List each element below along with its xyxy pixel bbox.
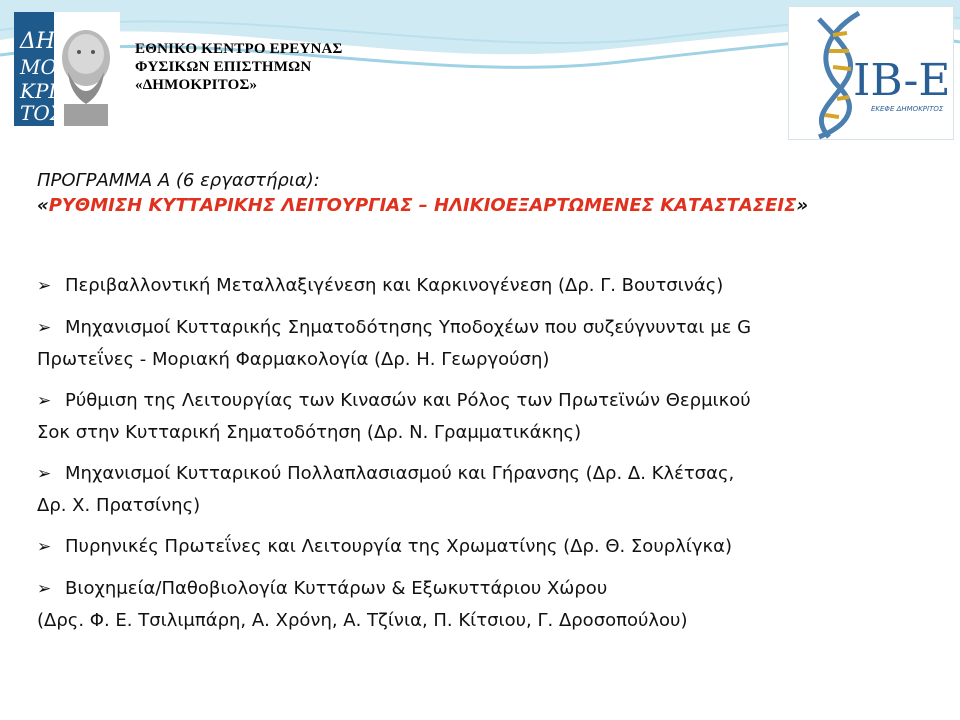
list-item-text: Μηχανισμοί Κυτταρικής Σηματοδότησης Υποδοχέων που συζεύγνυνται με G [65,317,752,338]
ibe-logo-subtext: ΕΚΕΦΕ ΔΗΜΟΚΡΙΤΟΣ [871,105,944,113]
svg-text:ΔΗ: ΔΗ [20,29,56,54]
arrow-bullet-icon: ➢ [37,318,52,338]
program-subtitle [37,193,808,218]
arrow-bullet-icon: ➢ [37,579,52,599]
svg-text:ΚΡΙ: ΚΡΙ [20,79,57,103]
arrow-bullet-icon: ➢ [37,464,52,484]
list-item-text: Βιοχημεία/Παθοβιολογία Κυττάρων & Εξωκυττάριου Χώρου [65,578,608,599]
list-item-text: Μηχανισμοί Κυτταρικού Πολλαπλασιασμού και Γήρανσης (Δρ. Δ. Κλέτσας, [65,463,735,484]
program-subtitle-text: ΡΥΘΜΙΣΗ ΚΥΤΤΑΡΙΚΗΣ ΛΕΙΤΟΥΡΓΙΑΣ – ΗΛΙΚΙΟΕΞΑΡΤΩΜΕΝΕΣ ΚΑΤΑΣΤΑΣΕΙΣ [48,195,797,216]
ibe-logo [788,6,954,140]
program-heading [37,168,808,218]
list-item-text-continued: Σοκ στην Κυτταρική Σηματοδότηση (Δρ. Ν. Γραμματικάκης) [37,422,582,443]
list-item-text-continued: (Δρς. Φ. Ε. Τσιλιμπάρη, Α. Χρόνη, Α. Τζίνια, Π. Κίτσιου, Γ. Δροσοπούλου) [37,610,688,631]
list-item [37,312,917,375]
list-item-text: Πυρηνικές Πρωτεΐνες και Λειτουργία της Χρωματίνης (Δρ. Θ. Σουρλίγκα) [65,536,733,557]
arrow-bullet-icon: ➢ [37,276,52,296]
list-item-text: Περιβαλλοντική Μεταλλαξιγένεση και Καρκινογένεση (Δρ. Γ. Βουτσινάς) [65,275,724,296]
arrow-bullet-icon: ➢ [37,391,52,411]
list-item [37,573,917,636]
program-title-line: ΠΡΟΓΡΑΜΜΑ Α (6 εργαστήρια): [37,170,320,191]
org-name-line-3: «ΔΗΜΟΚΡΙΤΟΣ» [135,77,258,93]
list-item-text-continued: Πρωτεΐνες - Μοριακή Φαρμακολογία (Δρ. Η. Γεωργούση) [37,349,550,370]
quote-close: » [796,195,809,216]
demokritos-logo [14,12,120,126]
arrow-bullet-icon: ➢ [37,537,52,557]
list-item [37,458,917,521]
list-item-text: Ρύθμιση της Λειτουργίας των Κινασών και Ρόλος των Πρωτεϊνών Θερμικού [65,390,751,411]
list-item [37,270,917,302]
organization-name [135,40,343,94]
ibe-logo-text: IB-E [853,55,951,106]
list-item [37,531,917,563]
quote-open: « [37,195,49,216]
org-name-line-1: ΕΘΝΙΚΟ ΚΕΝΤΡΟ ΕΡΕΥΝΑΣ [135,41,343,57]
list-item [37,385,917,448]
svg-text:ΤΟΣ: ΤΟΣ [20,101,64,125]
org-name-line-2: ΦΥΣΙΚΩΝ ΕΠΙΣΤΗΜΩΝ [135,59,312,75]
list-item-text-continued: Δρ. Χ. Πρατσίνης) [37,495,201,516]
lab-list [37,270,917,646]
svg-text:ΜΟ: ΜΟ [20,55,57,79]
